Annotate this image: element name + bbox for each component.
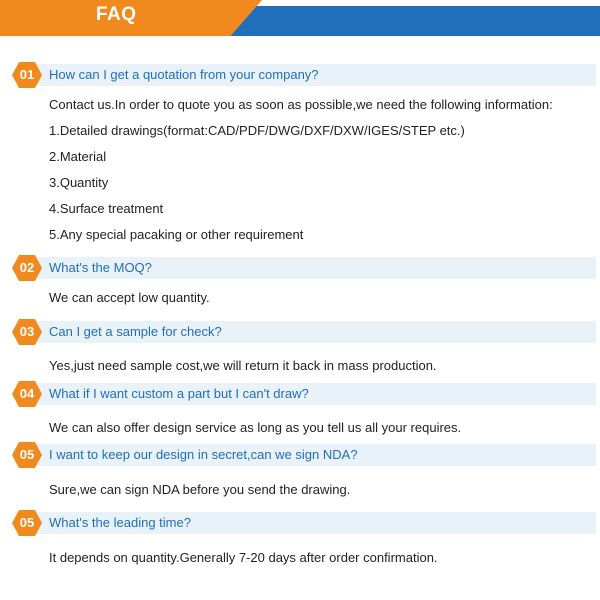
question-text: What if I want custom a part but I can't draw? <box>49 386 309 401</box>
badge-number: 02 <box>19 260 35 275</box>
question-text: What's the MOQ? <box>49 260 152 275</box>
page-title: FAQ <box>96 4 137 25</box>
faq-header <box>0 0 600 36</box>
question-text: Can I get a sample for check? <box>49 324 222 339</box>
question-text: I want to keep our design in secret,can we sign NDA? <box>49 447 358 462</box>
number-badge <box>12 62 42 88</box>
number-badge <box>12 255 42 281</box>
answer-line: It depends on quantity.Generally 7-20 days after order confirmation. <box>49 550 438 565</box>
badge-number: 01 <box>19 67 35 82</box>
answer-line: We can also offer design service as long as you tell us all your requires. <box>49 420 462 435</box>
question-text: How can I get a quotation from your company? <box>49 67 319 82</box>
answer-line: Sure,we can sign NDA before you send the drawing. <box>49 482 351 497</box>
number-badge <box>12 442 42 468</box>
badge-number: 03 <box>19 324 35 339</box>
number-badge <box>12 319 42 345</box>
answer-line: Yes,just need sample cost,we will return it back in mass production. <box>49 358 437 373</box>
answer-line: 3.Quantity <box>49 175 109 190</box>
answer-line: 2.Material <box>49 149 107 164</box>
answer-line: We can accept low quantity. <box>49 290 210 305</box>
badge-number: 05 <box>19 447 35 462</box>
badge-number: 04 <box>19 386 35 401</box>
answer-line: Contact us.In order to quote you as soon as possible,we need the following information: <box>49 97 553 112</box>
question-text: What's the leading time? <box>49 515 191 530</box>
number-badge <box>12 510 42 536</box>
number-badge <box>12 381 42 407</box>
answer-line: 1.Detailed drawings(format:CAD/PDF/DWG/DXF/DXW/IGES/STEP etc.) <box>49 123 465 138</box>
badge-number: 05 <box>19 515 35 530</box>
answer-line: 5.Any special pacaking or other requirement <box>49 227 304 242</box>
answer-line: 4.Surface treatment <box>49 201 164 216</box>
